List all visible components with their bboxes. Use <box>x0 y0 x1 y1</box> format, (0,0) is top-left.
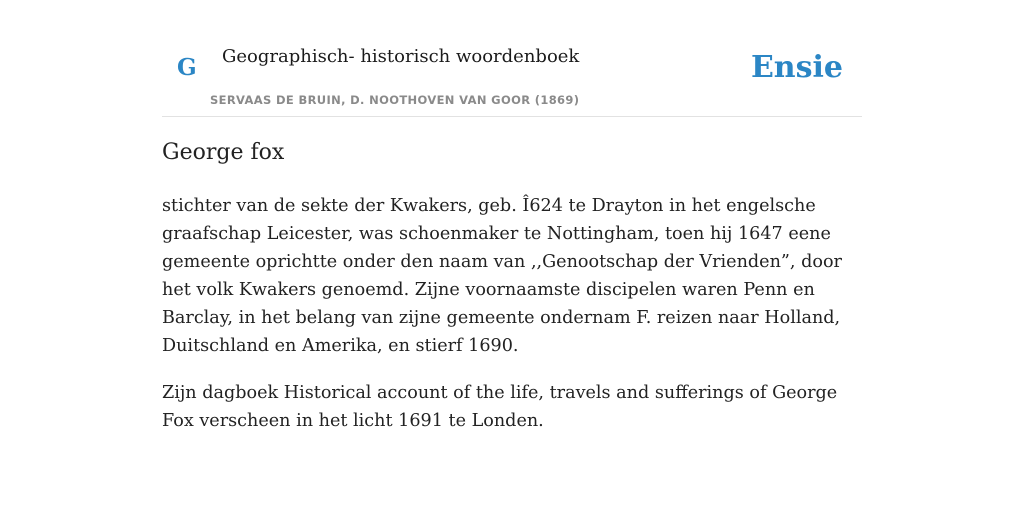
book-letter-link[interactable]: G <box>177 54 197 81</box>
site-logo[interactable]: Ensie <box>750 50 843 85</box>
book-title-link[interactable]: Geographisch- historisch woordenboek <box>222 46 580 67</box>
entry-title: George fox <box>162 140 285 165</box>
book-author: SERVAAS DE BRUIN, D. NOOTHOVEN VAN GOOR (1869) <box>210 93 580 107</box>
entry-paragraph: stichter van de sekte der Kwakers, geb. Î624 te Drayton in het engelsche graafschap Leicester, was schoenmaker te Nottingham, toen hij 1647 eene gemeente oprichtte onder den naam van ,,Genootschap der Vrienden”, door het volk Kwakers genoemd. Zijne voornaamste discipelen waren Penn en Barclay, in het belang van zijne gemeente ondernam F. reizen naar Holland, Duitschland en Amerika, en stierf 1690. <box>162 196 842 356</box>
entry-paragraph: Zijn dagboek Historical account of the life, travels and sufferings of George Fox verscheen in het licht 1691 te Londen. <box>162 383 838 431</box>
book-header <box>162 36 862 117</box>
entry-body <box>162 192 862 454</box>
